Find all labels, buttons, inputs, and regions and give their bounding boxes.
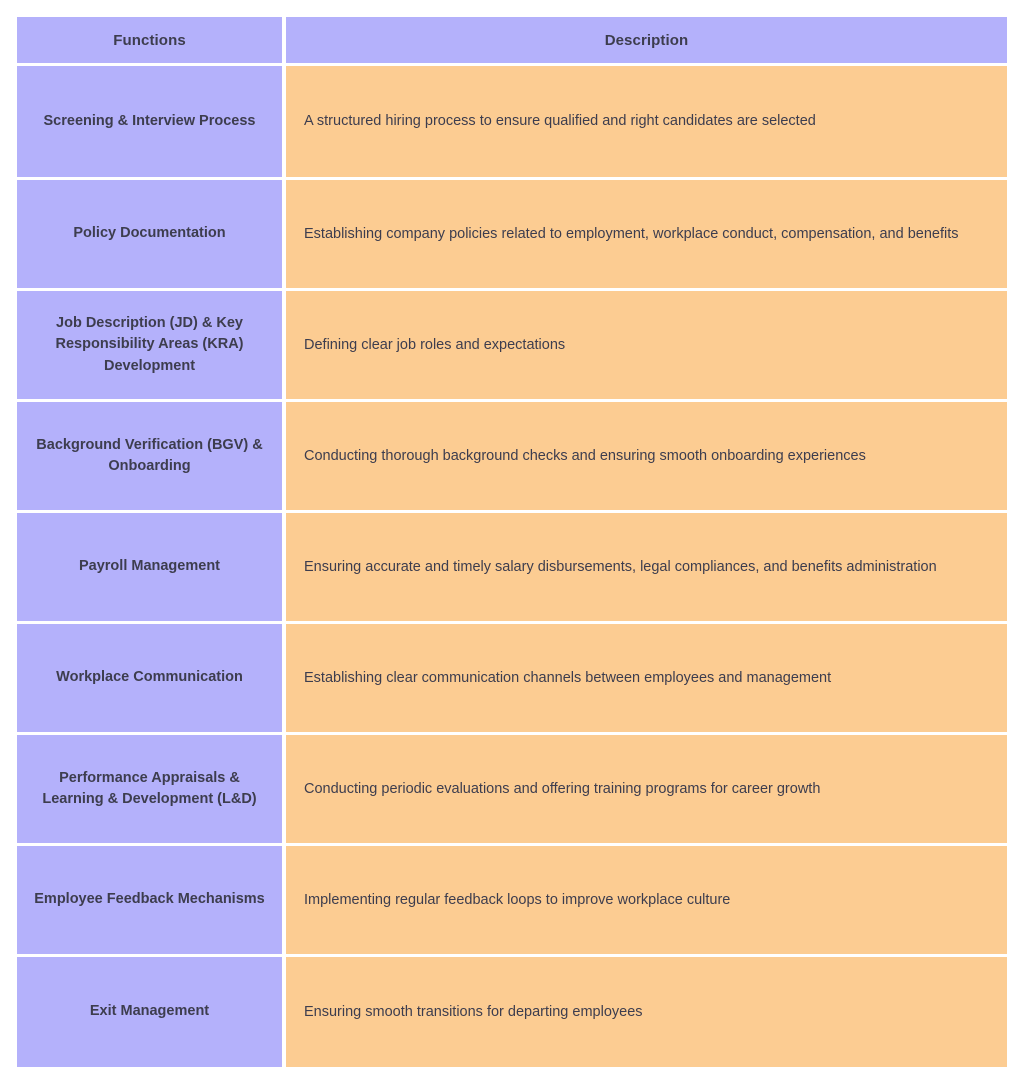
table-row (17, 621, 1007, 732)
description-cell: Defining clear job roles and expectations (286, 288, 1007, 399)
table-header (17, 17, 1007, 63)
column-header-functions: Functions (17, 17, 282, 63)
description-cell: Conducting thorough background checks and ensuring smooth onboarding experiences (286, 399, 1007, 510)
description-cell: A structured hiring process to ensure qualified and right candidates are selected (286, 63, 1007, 177)
function-cell: Payroll Management (17, 510, 282, 621)
description-cell: Establishing company policies related to employment, workplace conduct, compensation, and benefits (286, 177, 1007, 288)
table-row (17, 732, 1007, 843)
function-cell: Workplace Communication (17, 621, 282, 732)
function-cell: Job Description (JD) & Key Responsibility Areas (KRA) Development (17, 288, 282, 399)
column-header-description: Description (286, 17, 1007, 63)
table-header-row (17, 17, 1007, 63)
function-cell: Background Verification (BGV) & Onboarding (17, 399, 282, 510)
table-row (17, 399, 1007, 510)
function-cell: Exit Management (17, 954, 282, 1067)
function-cell: Performance Appraisals & Learning & Development (L&D) (17, 732, 282, 843)
table-row (17, 288, 1007, 399)
table-body (17, 63, 1007, 1067)
function-cell: Employee Feedback Mechanisms (17, 843, 282, 954)
table-row (17, 63, 1007, 177)
function-cell: Policy Documentation (17, 177, 282, 288)
description-cell: Conducting periodic evaluations and offering training programs for career growth (286, 732, 1007, 843)
table-row (17, 510, 1007, 621)
table-row (17, 177, 1007, 288)
function-cell: Screening & Interview Process (17, 63, 282, 177)
description-cell: Establishing clear communication channels between employees and management (286, 621, 1007, 732)
description-cell: Ensuring smooth transitions for departing employees (286, 954, 1007, 1067)
description-cell: Implementing regular feedback loops to improve workplace culture (286, 843, 1007, 954)
description-cell: Ensuring accurate and timely salary disbursements, legal compliances, and benefits administration (286, 510, 1007, 621)
functions-table-container (17, 17, 1007, 1020)
table-row (17, 843, 1007, 954)
table-row (17, 954, 1007, 1067)
hr-functions-table (17, 17, 1007, 1067)
